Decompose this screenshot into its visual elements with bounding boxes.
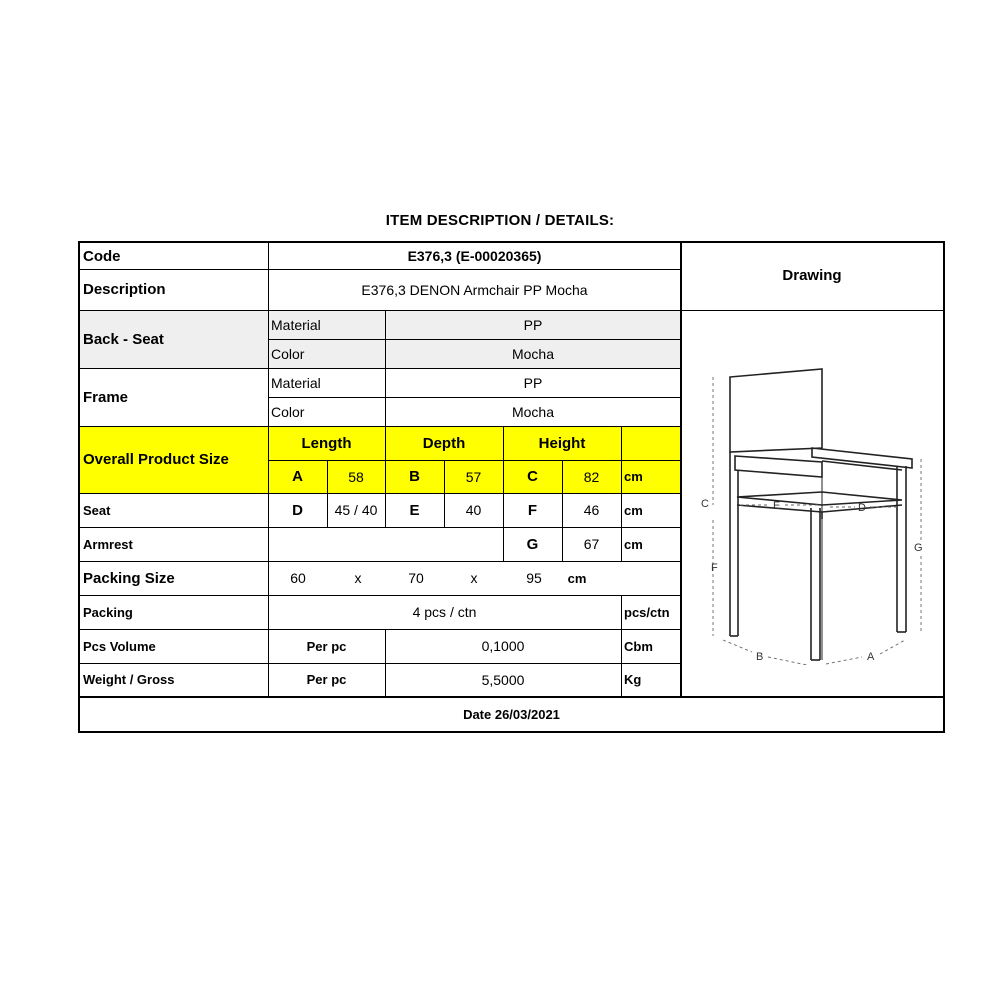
- dim-b-value: 57: [465, 468, 482, 485]
- packing-size-x1: x: [354, 570, 362, 586]
- weight-label: Weight / Gross: [83, 672, 175, 687]
- depth-label: Depth: [422, 434, 466, 452]
- packing-value: 4 pcs / ctn: [412, 604, 477, 620]
- drawing-letter-c: C: [701, 498, 709, 510]
- back-seat-color-label: Color: [271, 345, 305, 362]
- drawing-letter-g: G: [914, 542, 923, 554]
- frame-material: PP: [523, 374, 543, 391]
- dim-b-letter: B: [409, 468, 420, 485]
- packing-unit: pcs/ctn: [624, 604, 670, 620]
- dim-e-value: 40: [465, 502, 482, 518]
- packing-size-length: 60: [290, 570, 306, 586]
- date-footer: Date 26/03/2021: [463, 707, 560, 722]
- frame-label: Frame: [83, 388, 129, 406]
- back-seat-material: PP: [523, 316, 543, 333]
- dim-a-value: 58: [348, 468, 364, 485]
- drawing-letter-d: D: [858, 502, 866, 514]
- packing-size-unit: cm: [567, 570, 587, 586]
- weight-per: Per pc: [306, 672, 347, 687]
- overall-size-label: Overall Product Size: [83, 451, 229, 468]
- dim-d-letter: D: [292, 501, 303, 519]
- drawing-letter-b: B: [756, 651, 764, 663]
- pcs-volume-per: Per pc: [306, 638, 347, 654]
- drawing-label: Drawing: [782, 267, 842, 284]
- dim-f-letter: F: [527, 501, 538, 519]
- dim-c-letter: C: [527, 468, 538, 485]
- seat-unit: cm: [624, 502, 643, 518]
- drawing-letter-e: E: [773, 500, 781, 512]
- description-value: E376,3 DENON Armchair PP Mocha: [361, 281, 588, 298]
- drawing-letter-a: A: [867, 651, 875, 663]
- description-label: Description: [83, 281, 166, 298]
- armrest-label: Armrest: [83, 536, 133, 552]
- dim-f-value: 46: [583, 502, 600, 518]
- seat-label: Seat: [83, 502, 111, 518]
- packing-size-height: 95: [526, 570, 542, 586]
- pcs-volume-unit: Cbm: [624, 638, 653, 654]
- overall-unit: cm: [624, 469, 643, 484]
- chair-drawing: [696, 365, 926, 665]
- packing-size-x2: x: [470, 570, 478, 586]
- pcs-volume-value: 0,1000: [481, 638, 525, 654]
- back-seat-label: Back - Seat: [83, 330, 164, 348]
- weight-value: 5,5000: [481, 671, 525, 688]
- packing-size-width: 70: [408, 570, 424, 586]
- height-label: Height: [538, 434, 586, 452]
- drawing-letter-f: F: [711, 562, 718, 574]
- dim-c-value: 82: [583, 468, 600, 485]
- frame-color-label: Color: [271, 403, 305, 420]
- packing-size-label: Packing Size: [83, 569, 175, 587]
- code-label: Code: [83, 247, 121, 265]
- frame-color: Mocha: [511, 403, 555, 420]
- length-label: Length: [301, 434, 352, 452]
- back-seat-material-label: Material: [271, 316, 321, 333]
- dim-e-letter: E: [409, 501, 420, 519]
- code-value: E376,3 (E-00020365): [407, 248, 542, 264]
- armrest-unit: cm: [624, 536, 643, 552]
- dim-d-value: 45 / 40: [334, 502, 378, 518]
- weight-unit: Kg: [624, 672, 642, 687]
- back-seat-color: Mocha: [511, 345, 555, 362]
- dim-g-letter: G: [526, 535, 539, 553]
- frame-material-label: Material: [271, 374, 321, 391]
- packing-label: Packing: [83, 604, 133, 620]
- pcs-volume-label: Pcs Volume: [83, 638, 156, 654]
- page-title: ITEM DESCRIPTION / DETAILS:: [385, 212, 615, 229]
- dim-a-letter: A: [292, 468, 303, 485]
- dim-g-value: 67: [583, 536, 600, 552]
